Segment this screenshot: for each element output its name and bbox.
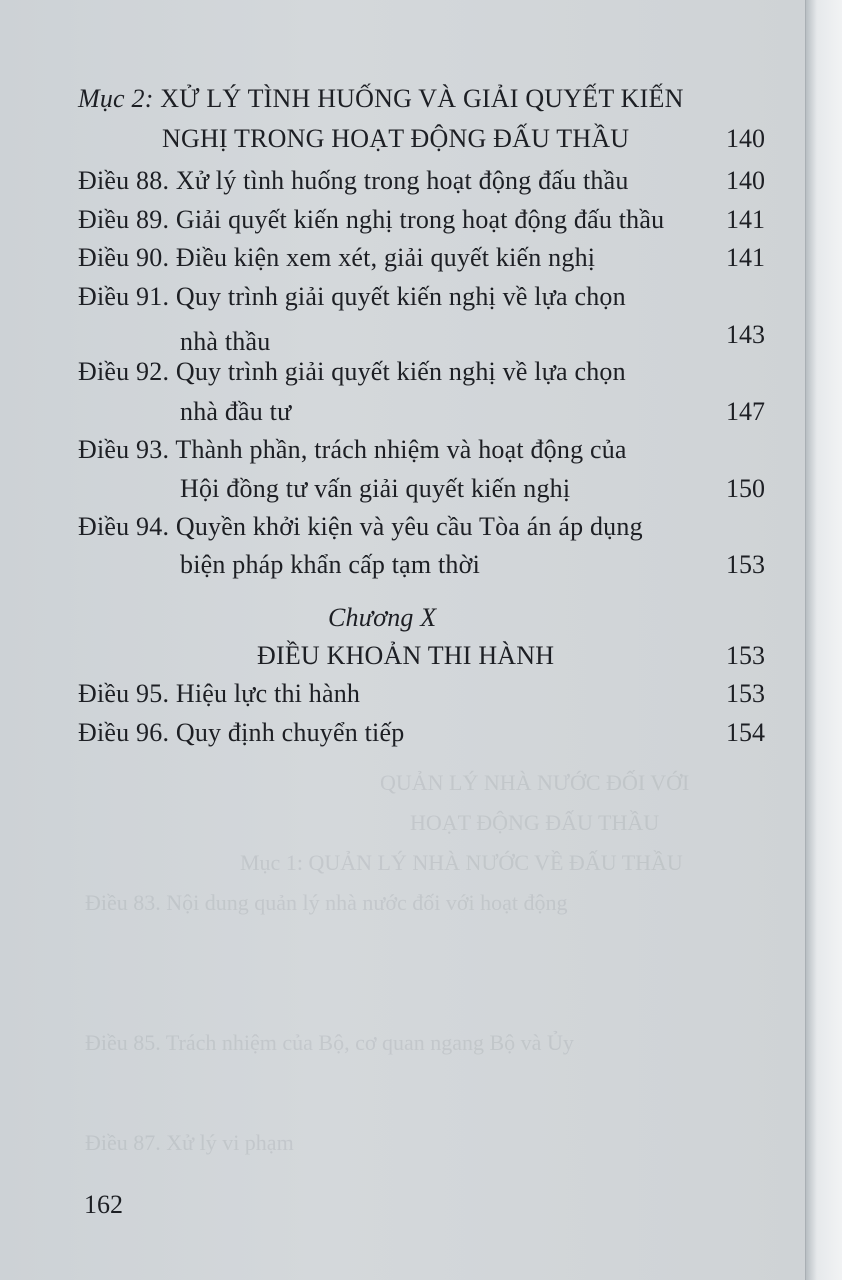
- toc-entry-90: Điều 90. Điều kiện xem xét, giải quyết kiến nghị: [78, 243, 596, 272]
- toc-entry-93-cont: Hội đồng tư vấn giải quyết kiến nghị: [180, 474, 571, 503]
- chapter-title: ĐIỀU KHOẢN THI HÀNH: [257, 641, 555, 670]
- toc-page-90: 141: [726, 243, 765, 272]
- toc-entry-93: Điều 93. Thành phần, trách nhiệm và hoạt động của: [78, 435, 627, 464]
- toc-entry-94: Điều 94. Quyền khởi kiện và yêu cầu Tòa án áp dụng: [78, 512, 643, 541]
- toc-page-92: 147: [726, 397, 765, 426]
- toc-page-89: 141: [726, 205, 765, 234]
- toc-entry-92: Điều 92. Quy trình giải quyết kiến nghị về lựa chọn: [78, 357, 626, 386]
- toc-entry-94-cont: biện pháp khẩn cấp tạm thời: [180, 550, 481, 579]
- toc-entry-89: Điều 89. Giải quyết kiến nghị trong hoạt động đấu thầu: [78, 205, 665, 234]
- toc-page-88: 140: [726, 166, 765, 195]
- toc-entry-95: Điều 95. Hiệu lực thi hành: [78, 679, 361, 708]
- section-prefix: Mục 2:: [78, 84, 154, 113]
- toc-page-95: 153: [726, 679, 765, 708]
- section-title-part1: XỬ LÝ TÌNH HUỐNG VÀ GIẢI QUYẾT KIẾN: [160, 84, 684, 113]
- toc-page-94: 153: [726, 550, 765, 579]
- toc-page-96: 154: [726, 718, 765, 747]
- bleed-through: QUẢN LÝ NHÀ NƯỚC ĐỐI VỚI HOẠT ĐỘNG ĐẤU THẦU Mục 1: QUẢN LÝ NHÀ NƯỚC VỀ ĐẤU THẦU Điều 83. Nội dung quản lý nhà nước đối với hoạt động Điều 85. Trách nhiệm của Bộ, cơ quan ngang Bộ và Ủy Điều 87. Xử lý vi phạm: [85, 770, 690, 1155]
- toc-entry-91-cont: nhà thầu: [180, 327, 271, 356]
- page-number: 162: [84, 1190, 123, 1219]
- section-page-number: 140: [726, 124, 765, 153]
- toc-entry-96: Điều 96. Quy định chuyển tiếp: [78, 718, 405, 747]
- toc-entry-91: Điều 91. Quy trình giải quyết kiến nghị về lựa chọn: [78, 282, 626, 311]
- section-heading-line2: NGHỊ TRONG HOẠT ĐỘNG ĐẤU THẦU: [162, 124, 630, 153]
- toc-page-91: 143: [726, 320, 765, 349]
- toc-entry-92-cont: nhà đầu tư: [180, 397, 292, 426]
- chapter-page-number: 153: [726, 641, 765, 670]
- toc-entry-88: Điều 88. Xử lý tình huống trong hoạt động đấu thầu: [78, 166, 629, 195]
- toc-page-93: 150: [726, 474, 765, 503]
- page-edge: [805, 0, 842, 1280]
- chapter-label: Chương X: [328, 603, 437, 632]
- section-heading-line1: [78, 84, 684, 114]
